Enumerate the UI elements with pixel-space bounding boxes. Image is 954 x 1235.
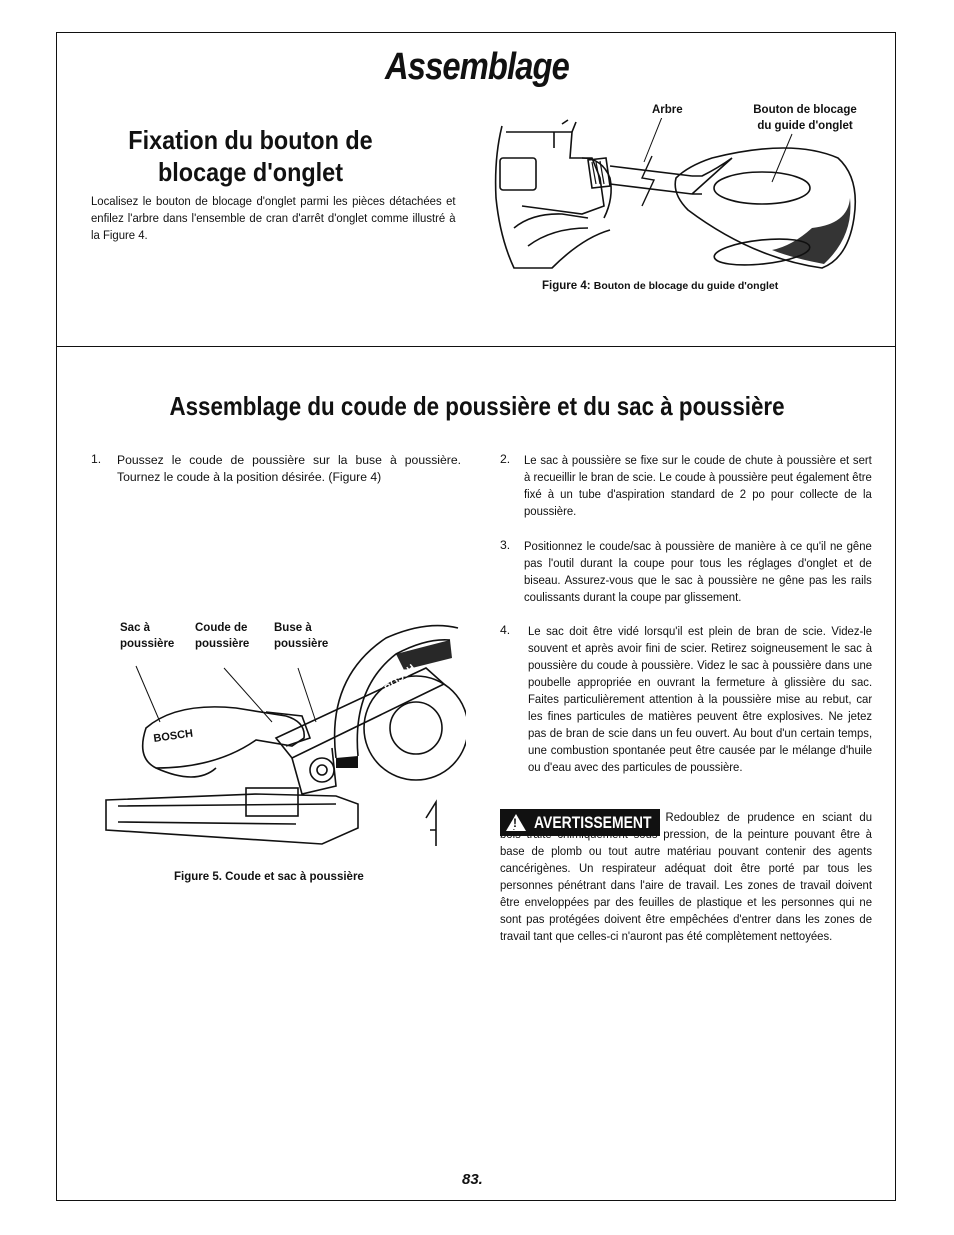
- figure5-illustration: [96, 618, 466, 863]
- figure5-label-coude-line1: Coude de: [195, 622, 248, 634]
- section1-body: Localisez le bouton de blocage d'onglet parmi les pièces détachées et enfilez l'arbre dans l'ensemble de cran d'arrêt d'onglet comme illustré à la Figure 4.: [91, 194, 456, 242]
- figure5-label-coude: [195, 620, 249, 652]
- figure4-illustration: [492, 118, 864, 278]
- figure5-label-buse: [274, 620, 328, 652]
- figure5-caption: Figure 5. Coude et sac à poussière: [174, 871, 364, 883]
- step3-text: Positionnez le coude/sac à poussière de manière à ce qu'il ne gêne pas l'outil durant la coupe pour tous les réglages d'onglet et de biseau. Assurez-vous que le sac à poussière ne gêne pas les rails coulissants durant la coupe par glissement.: [524, 539, 872, 604]
- warning-badge-label: AVERTISSEMENT: [534, 812, 652, 832]
- figure5-label-buse-line2: poussière: [274, 638, 329, 650]
- step4-text: Le sac doit être vidé lorsqu'il est plein de bran de scie. Videz-le souvent et après avoir fini de scier. Retirez soigneusement le sac à poussière du coude à poussière. Videz le sac à poussière dans une poubelle appropriée en ouvrant la fermeture à glissière du sac. Faites particulièrement attention à la poussière mise au rebut, car les fines particules de matières peuvent être explosives. Ne jetez pas de bran de scie dans un feu ouvert. Au bout d'un certain temps, une combustion spontanée peut être causée par le mélange d'huile ou d'eau avec des particules de poussière.: [528, 624, 873, 774]
- section1-title: Fixation du bouton de blocage d'onglet: [128, 125, 373, 187]
- step1-number: 1.: [91, 452, 102, 466]
- step2-text: Le sac à poussière se fixe sur le coude de chute à poussière et sert à recueillir le bran de scie. Le coude à poussière peut également être fixé à un tube d'aspiration standard de 2 po pour collecte de la poussière.: [524, 453, 872, 518]
- step1-text: Poussez le coude de poussière sur la buse à poussière. Tournez le coude à la position désirée. (Figure 4): [117, 453, 461, 484]
- figure5-arm-brand: BOSCH: [382, 662, 418, 695]
- step2-number: 2.: [500, 452, 511, 466]
- figure5-label-sac: [120, 620, 174, 652]
- figure4-caption-prefix: Figure 4:: [542, 280, 591, 292]
- step3-number: 3.: [500, 538, 511, 552]
- figure5-label-buse-line1: Buse à: [274, 622, 312, 634]
- warning-text: Redoublez de prudence en sciant du bois traité chimiquement sous pression, de la peinture pouvant être à base de plomb ou tout autre matériau pouvant contenir des agents cancérigènes. Un respirateur adéquat doit être porté par tous les personnes pénétrant dans l'aire de travail. Les zones de travail doivent être enveloppées par des feuilles de plastique et les personnes qui ne sont pas protégées doivent être empêchées d'entrer dans les zones de travail tant que celles-ci n'auront pas été complètement nettoyées.: [500, 810, 872, 943]
- figure4-caption-text: Bouton de blocage du guide d'onglet: [593, 280, 779, 292]
- section-divider: [56, 346, 896, 347]
- page-title: Assemblage: [385, 46, 569, 88]
- figure5-label-coude-line2: poussière: [195, 638, 250, 650]
- section2-title: Assemblage du coude de poussière et du sac à poussière: [169, 391, 785, 421]
- figure4-label-arbre: Arbre: [652, 104, 683, 116]
- page-number: 83.: [462, 1171, 483, 1188]
- figure4-caption: [542, 280, 778, 292]
- figure5-label-sac-line2: poussière: [120, 638, 175, 650]
- figure4-label-bouton: [749, 102, 861, 134]
- figure4-label-bouton-line2: du guide d'onglet: [757, 120, 853, 132]
- step4-number: 4.: [500, 623, 511, 637]
- figure4-label-bouton-line1: Bouton de blocage: [753, 104, 857, 116]
- figure5-bag-brand: BOSCH: [152, 727, 194, 745]
- figure5-label-sac-line1: Sac à: [120, 622, 151, 634]
